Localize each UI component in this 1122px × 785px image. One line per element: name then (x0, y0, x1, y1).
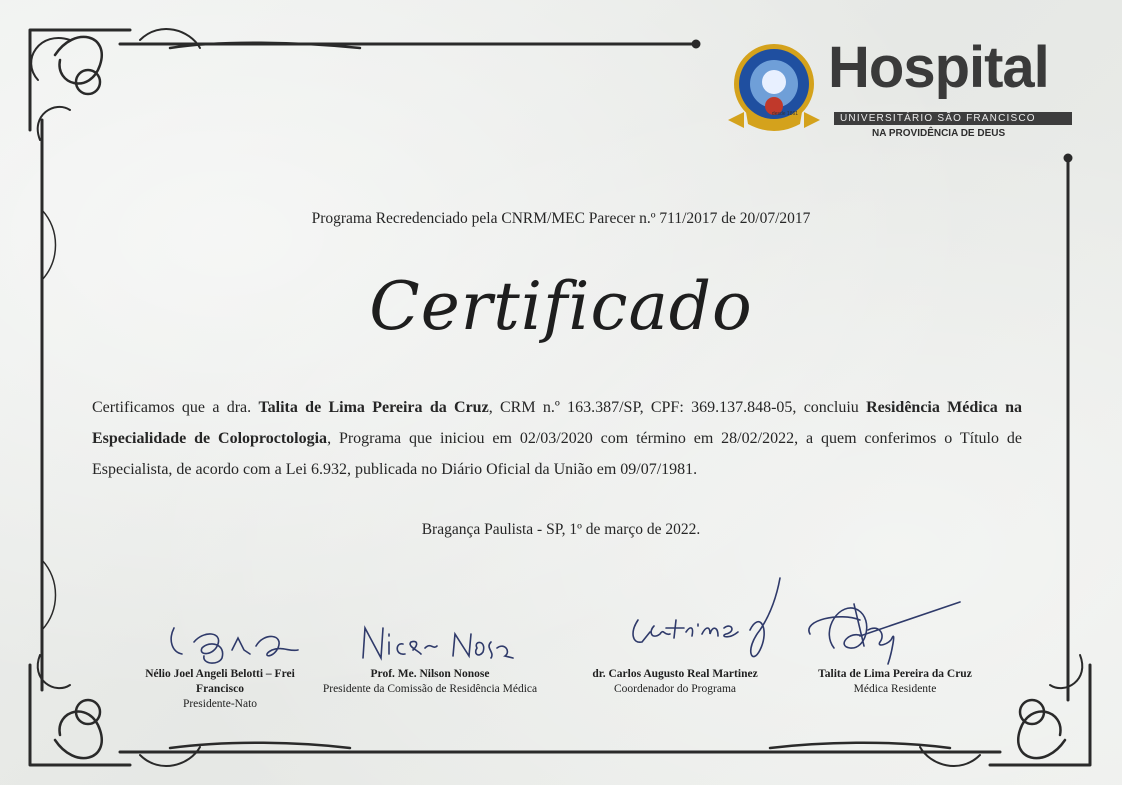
signature-block-coordinator (580, 667, 770, 697)
body-intro: Certificamos que a dra. (92, 399, 252, 416)
signer-role: Médica Residente (853, 683, 937, 695)
signer-name: Talita de Lima Pereira da Cruz (818, 668, 972, 680)
certificate-body (92, 392, 1022, 485)
signature-1-drawing (160, 620, 310, 670)
hospital-tagline: NA PROVIDÊNCIA DE DEUS (872, 128, 1006, 139)
hospital-wordmark: Hospital (828, 35, 1049, 100)
place-and-date: Bragança Paulista - SP, 1º de março de 2022. (421, 521, 701, 538)
signer-name: dr. Carlos Augusto Real Martinez (592, 668, 758, 680)
signature-2-drawing (355, 620, 525, 665)
signer-role: Presidente da Comissão de Residência Médica (322, 683, 538, 695)
seal-caption: desde 1861 (771, 111, 799, 117)
recipient-name: Talita de Lima Pereira da Cruz (258, 399, 489, 416)
program-accreditation-line: Programa Recredenciado pela CNRM/MEC Parecer n.º 711/2017 de 20/07/2017 (311, 210, 811, 227)
body-credentials: , CRM n.º 163.387/SP, CPF: 369.137.848-05, concluiu (488, 399, 859, 416)
signer-name: Nélio Joel Angeli Belotti – Frei Francisco (145, 668, 295, 695)
signer-name: Prof. Me. Nilson Nonose (370, 668, 490, 680)
residency-program: Residência Médica na Especialidade de Coloproctologia (92, 399, 1023, 447)
signer-role: Coordenador do Programa (614, 683, 736, 695)
hospital-seal-icon (724, 42, 824, 134)
hospital-subtitle: UNIVERSITÁRIO SÃO FRANCISCO (840, 113, 1036, 124)
signature-4-drawing (800, 590, 970, 670)
signer-role: Presidente-Nato (182, 698, 258, 710)
certificate-title: Certificado (369, 268, 753, 345)
signature-block-resident (800, 667, 990, 697)
signature-block-commission (320, 667, 540, 697)
signature-block-president (120, 667, 320, 712)
body-rest: , Programa que iniciou em 02/03/2020 com término em 28/02/2022, a quem conferimos o Título de Especialista, de acordo com a Lei 6.932, publicada no Diário Oficial da União em 09/07/1981. (92, 430, 1022, 478)
signature-3-drawing (620, 570, 800, 670)
